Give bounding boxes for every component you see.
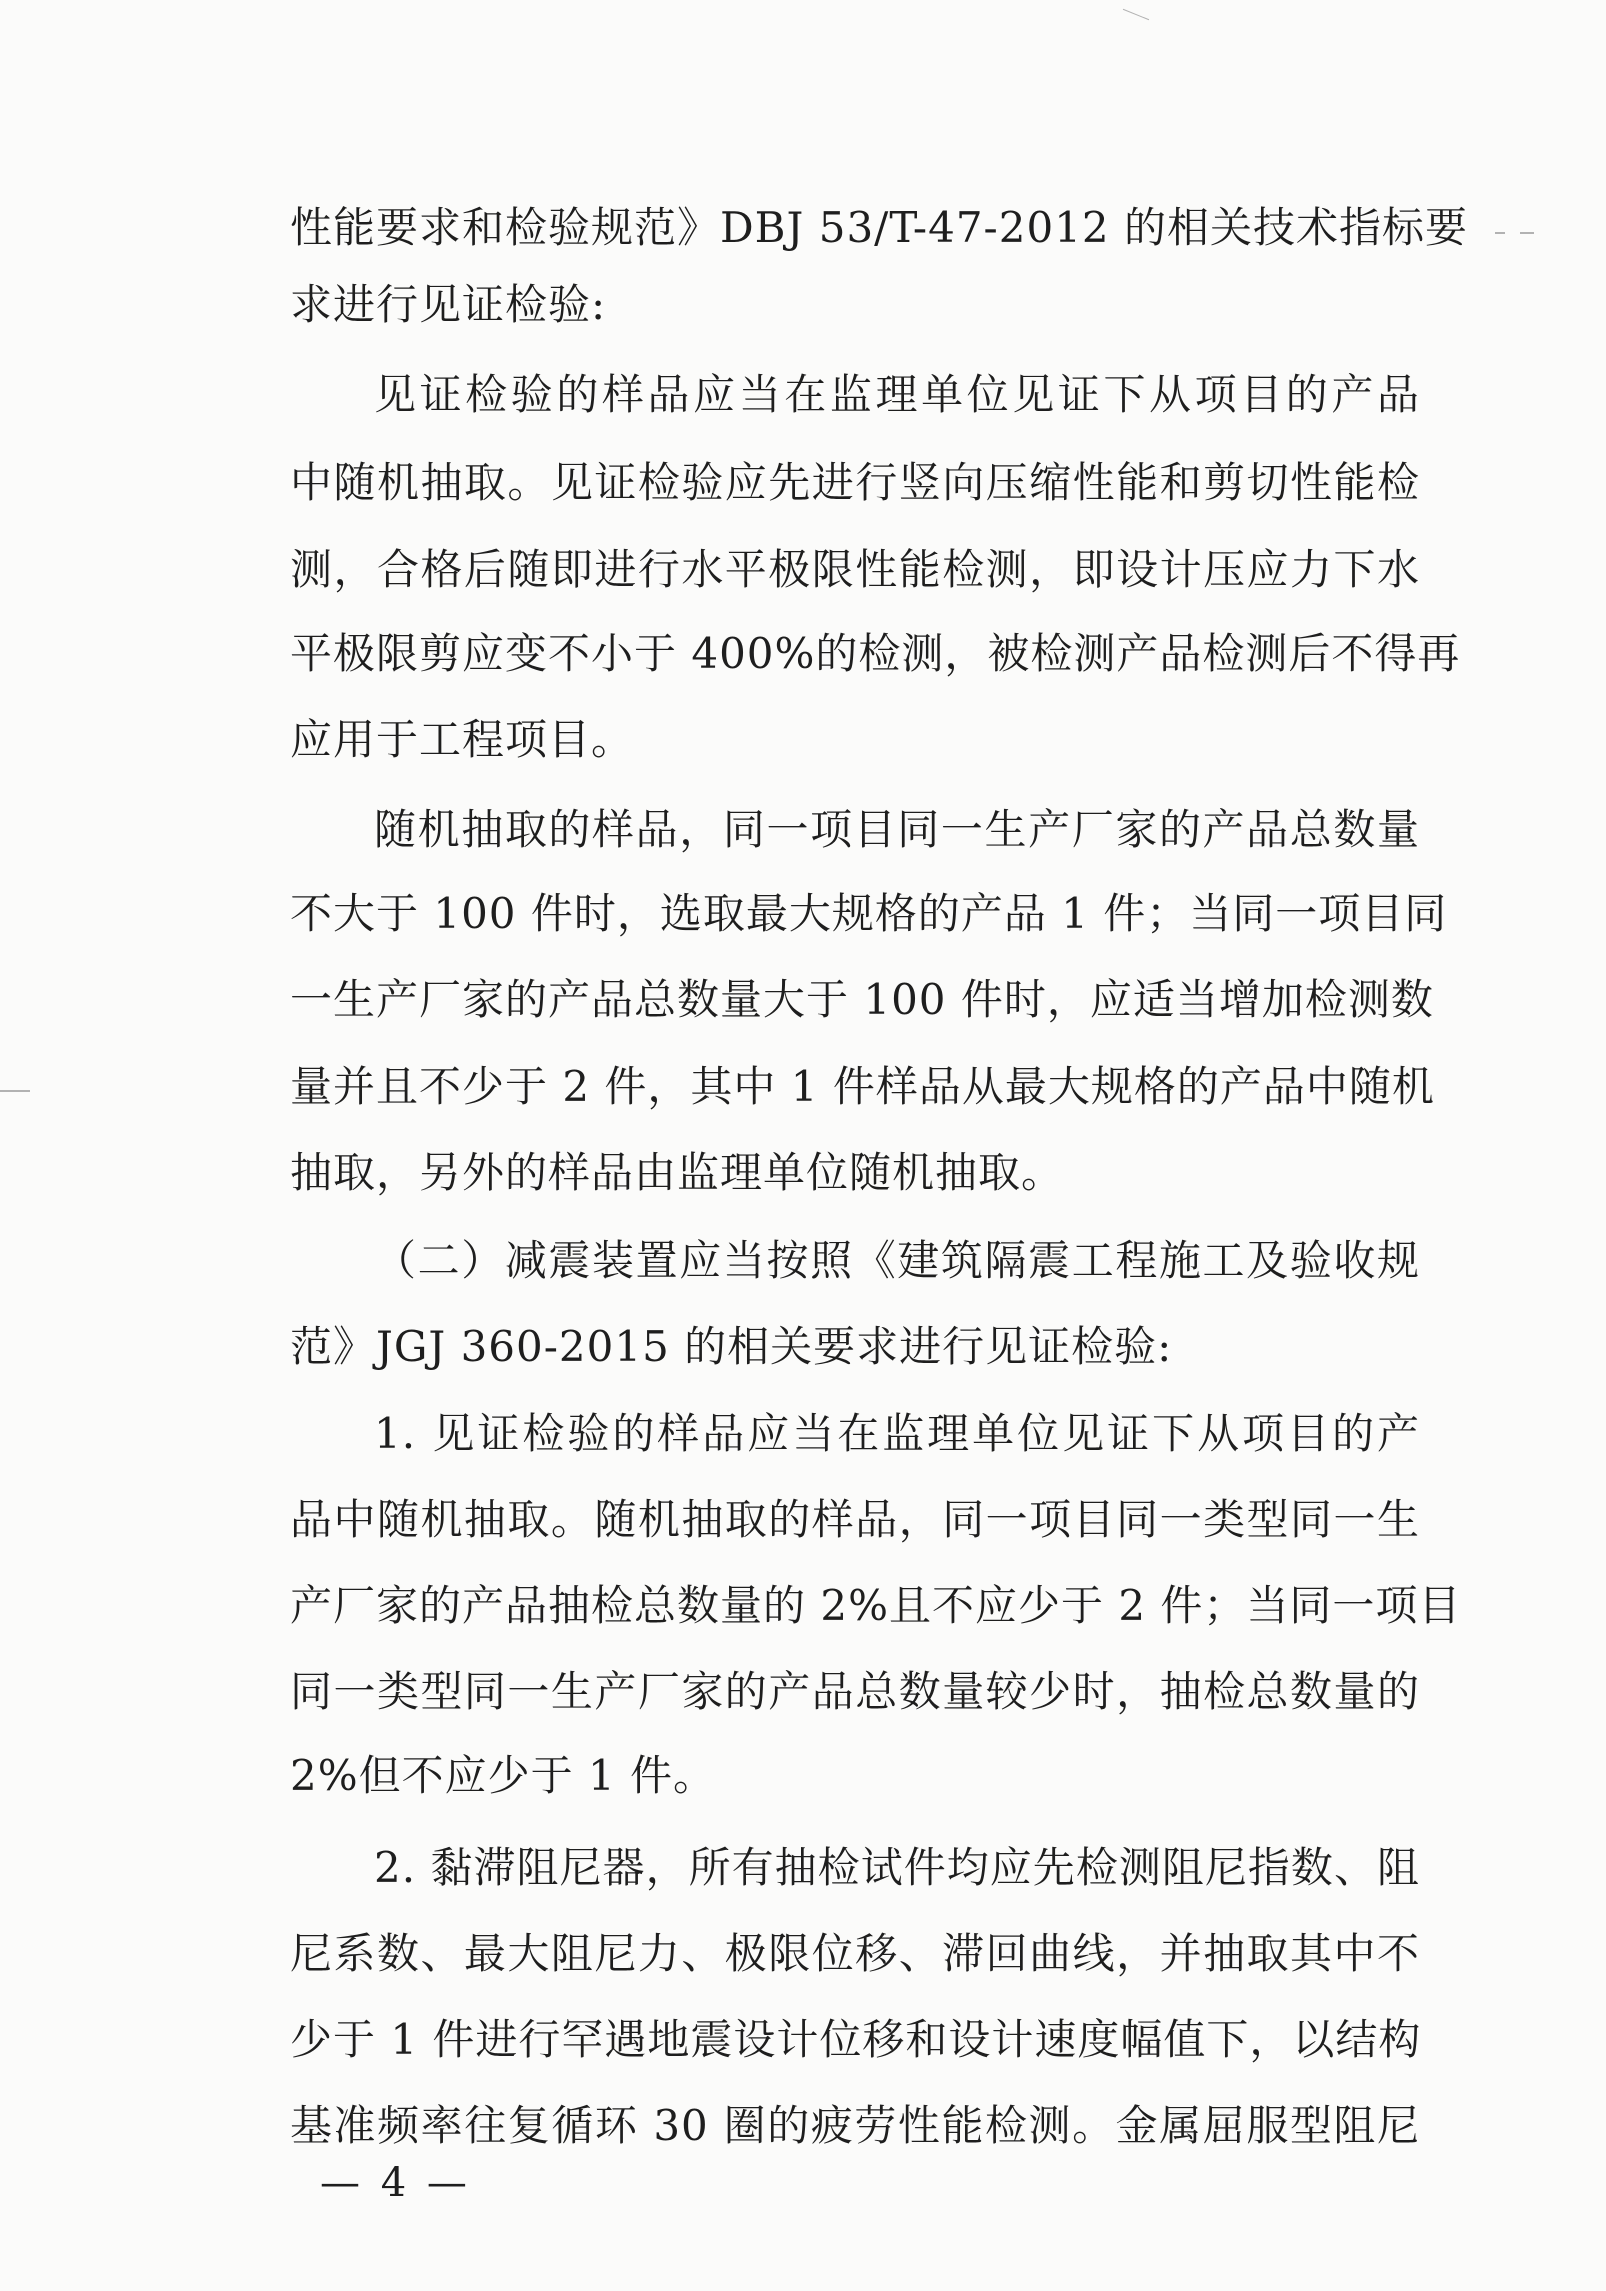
- body-text-line: 测，合格后随即进行水平极限性能检测，即设计压应力下水: [290, 545, 1420, 594]
- body-text-line: 品中随机抽取。随机抽取的样品，同一项目同一类型同一生: [290, 1495, 1420, 1544]
- body-text-line: 量并且不少于 2 件，其中 1 件样品从最大规格的产品中随机: [290, 1062, 1435, 1111]
- body-text-line: 见证检验的样品应当在监理单位见证下从项目的产品: [374, 370, 1420, 419]
- body-text-line: 同一类型同一生产厂家的产品总数量较少时，抽检总数量的: [290, 1667, 1420, 1716]
- body-text-line: 中随机抽取。见证检验应先进行竖向压缩性能和剪切性能检: [290, 458, 1420, 507]
- body-text-line: 不大于 100 件时，选取最大规格的产品 1 件；当同一项目同: [290, 889, 1448, 938]
- scan-top-mark: [1123, 9, 1149, 20]
- body-text-line: 随机抽取的样品，同一项目同一生产厂家的产品总数量: [374, 805, 1420, 854]
- page-number: — 4 —: [320, 2160, 471, 2206]
- scan-right-mark: [1495, 232, 1505, 234]
- scan-edge-mark: [0, 1090, 30, 1092]
- body-text-line: 基准频率往复循环 30 圈的疲劳性能检测。金属屈服型阻尼: [290, 2101, 1420, 2150]
- body-text-line: 抽取，另外的样品由监理单位随机抽取。: [290, 1148, 1065, 1197]
- section-heading-line: （二）减震装置应当按照《建筑隔震工程施工及验收规: [374, 1236, 1420, 1285]
- body-text-line: 求进行见证检验:: [290, 280, 607, 329]
- body-text-line: 平极限剪应变不小于 400%的检测，被检测产品检测后不得再: [290, 629, 1461, 678]
- body-text-line: 一生产厂家的产品总数量大于 100 件时，应适当增加检测数: [290, 975, 1434, 1024]
- body-text-line: 应用于工程项目。: [290, 715, 635, 764]
- numbered-item-line: 2. 黏滞阻尼器，所有抽检试件均应先检测阻尼指数、阻: [374, 1843, 1420, 1892]
- body-text-line: 性能要求和检验规范》DBJ 53/T-47-2012 的相关技术指标要: [290, 203, 1468, 252]
- body-text-line: 少于 1 件进行罕遇地震设计位移和设计速度幅值下，以结构: [290, 2015, 1422, 2064]
- body-text-line: 尼系数、最大阻尼力、极限位移、滞回曲线，并抽取其中不: [290, 1929, 1420, 1978]
- numbered-item-line: 1. 见证检验的样品应当在监理单位见证下从项目的产: [374, 1409, 1420, 1458]
- scan-right-mark: [1520, 232, 1534, 234]
- body-text-line: 范》JGJ 360-2015 的相关要求进行见证检验:: [290, 1322, 1173, 1371]
- body-text-line: 产厂家的产品抽检总数量的 2%且不应少于 2 件；当同一项目: [290, 1581, 1462, 1630]
- body-text-line: 2%但不应少于 1 件。: [290, 1751, 717, 1800]
